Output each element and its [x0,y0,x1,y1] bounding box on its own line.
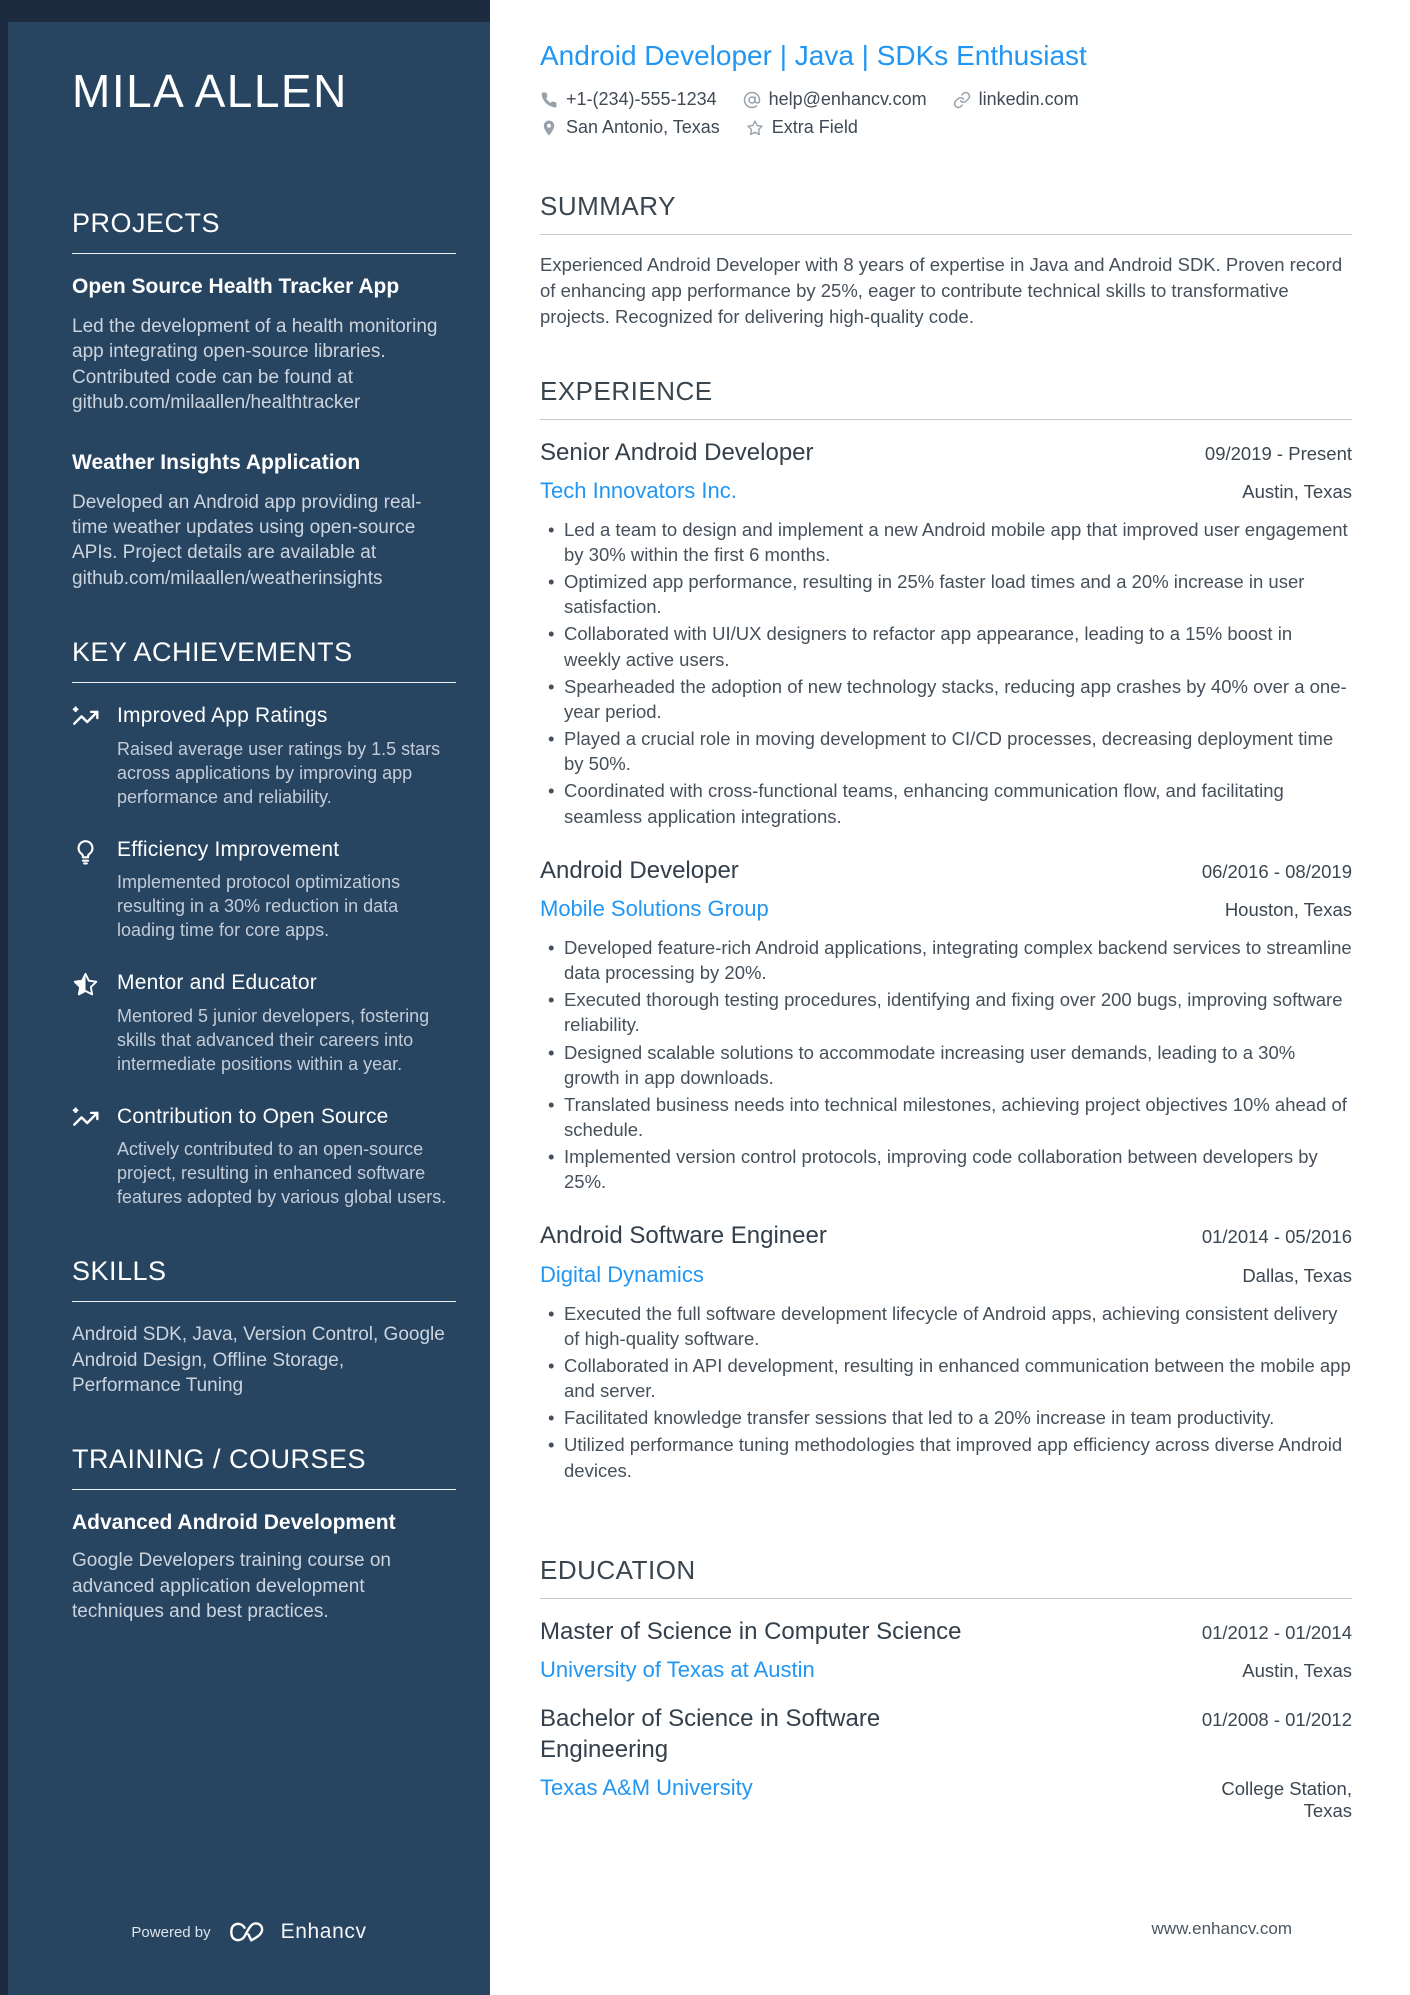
link-icon [953,91,971,109]
bullet-item: • Spearheaded the adoption of new technology stacks, reducing app crashes by 40% over a one-year period. [564,674,1352,724]
skills-list: Android SDK, Java, Version Control, Google Android Design, Offline Storage, Performance Tuning [72,1324,445,1396]
training-heading: TRAINING / COURSES [72,1444,456,1490]
job-title: Android Software Engineer [540,1222,827,1250]
bullet-item: • Led a team to design and implement a new Android mobile app that improved user engagement by 30% within the first 6 months. [564,517,1352,567]
school-location: College Station, Texas [1221,1778,1352,1822]
summary-heading: SUMMARY [540,191,1352,235]
job-title: Android Developer [540,856,739,884]
course-description: Google Developers training course on advanced application development techniques and best practices. [72,1550,391,1623]
at-icon [743,91,761,109]
achievement-title: Mentor and Educator [117,971,317,995]
location-pin-icon [540,119,558,137]
achievement-item [72,1104,456,1210]
degree-head [540,1616,1352,1647]
star-icon [746,119,764,137]
job-location: Dallas, Texas [1242,1264,1352,1286]
email-address: help@enhancv.com [768,89,927,109]
achievement-description: Raised average user ratings by 1.5 stars across applications by improving app performance and reliability. [117,738,441,807]
achievement-text [117,837,456,943]
location-contact [540,117,720,138]
bullet-item: • Collaborated with UI/UX designers to refactor app appearance, leading to a 15% boost in weekly active users. [564,621,1352,671]
job-bullets [540,1301,1352,1483]
achievement-text [117,703,456,809]
sidebar-content [8,22,490,1671]
achievement-title: Efficiency Improvement [117,837,340,861]
bullet-item: • Translated business needs into technical milestones, achieving project objectives 10% ahead of schedule. [564,1092,1352,1142]
trending-arrow-icon [72,1105,99,1132]
degree-entry [540,1616,1352,1683]
job-location: Austin, Texas [1242,480,1352,502]
contact-row [540,117,1352,138]
sidebar-footer [8,1919,490,1995]
job-subhead [540,1262,1352,1288]
job-bullets [540,517,1352,829]
bullet-item: • Played a crucial role in moving development to CI/CD processes, decreasing deployment time by 50%. [564,726,1352,776]
projects-section [72,208,456,591]
phone-number: +1-(234)-555-1234 [566,89,717,109]
linkedin-contact[interactable] [953,89,1079,110]
degree-dates: 01/2008 - 01/2012 [1201,1708,1352,1730]
job-dates: 01/2014 - 05/2016 [1201,1226,1352,1248]
project-description: Developed an Android app providing real-time weather updates using open-source APIs. Project details are available at github.com/milaallen/weatherinsights [72,491,422,589]
achievements-heading: KEY ACHIEVEMENTS [72,637,456,683]
achievements-section [72,637,456,1210]
extra-field-contact [746,117,858,138]
experience-section [540,376,1352,1509]
linkedin-url: linkedin.com [978,89,1079,109]
job-bullets [540,935,1352,1195]
job-head [540,855,1352,886]
achievement-description: Implemented protocol optimizations resulting in a 30% reduction in data loading time for core apps. [117,872,401,941]
achievement-item [72,703,456,809]
job-dates: 06/2016 - 08/2019 [1201,860,1352,882]
email-contact [743,89,927,110]
enhancv-logo-icon[interactable] [225,1919,267,1945]
job-subhead [540,478,1352,504]
main-column [490,0,1410,1995]
degree-subhead [540,1775,1352,1822]
location-text: San Antonio, Texas [566,117,720,137]
degree-head [540,1703,1352,1765]
website-url[interactable]: www.enhancv.com [1151,1919,1292,1938]
company-name: Digital Dynamics [540,1261,704,1287]
sidebar [8,0,490,1995]
achievement-description: Mentored 5 junior developers, fostering skills that advanced their careers into intermediate positions within a year. [117,1005,430,1074]
job-head [540,437,1352,468]
training-section [72,1444,456,1624]
bullet-item: • Facilitated knowledge transfer sessions that led to a 20% increase in team productivity. [564,1405,1352,1430]
achievement-text [117,1104,456,1210]
experience-heading: EXPERIENCE [540,376,1352,420]
achievement-title: Improved App Ratings [117,704,328,728]
education-section [540,1555,1352,1823]
project-title: Open Source Health Tracker App [72,275,400,298]
job-entry [540,437,1352,829]
degree-title: Bachelor of Science in Software Engineering [540,1704,881,1764]
skills-section [72,1256,456,1398]
bullet-item: • Coordinated with cross-functional teams, enhancing communication flow, and facilitating seamless application integrations. [564,778,1352,828]
summary-text: Experienced Android Developer with 8 years of expertise in Java and Android SDK. Proven record of enhancing app performance by 25%, eager to contribute technical skills to transformative projects. Recognized for delivering high-quality code. [540,254,1343,327]
projects-heading: PROJECTS [72,208,456,254]
powered-by-label: Powered by [131,1923,211,1941]
bullet-item: • Optimized app performance, resulting in 25% faster load times and a 20% increase in user satisfaction. [564,569,1352,619]
job-entry [540,1220,1352,1482]
bullet-item: • Utilized performance tuning methodologies that improved app efficiency across diverse Android devices. [564,1432,1352,1482]
course-title: Advanced Android Development [72,1511,396,1535]
job-subhead [540,896,1352,922]
bullet-item: • Designed scalable solutions to accommodate increasing user demands, leading to a 30% growth in app downloads. [564,1040,1352,1090]
phone-contact [540,89,717,110]
bullet-item: • Executed thorough testing procedures, identifying and fixing over 200 bugs, improving software reliability. [564,987,1352,1037]
candidate-name: MILA ALLEN [72,65,348,117]
degree-entry [540,1703,1352,1822]
lightbulb-icon [72,838,99,865]
achievement-description: Actively contributed to an open-source project, resulting in enhanced software features adopted by various global users. [117,1139,447,1208]
company-name: Mobile Solutions Group [540,895,769,921]
half-star-icon [72,971,99,998]
trending-arrow-icon [72,704,99,731]
job-location: Houston, Texas [1224,898,1352,920]
job-dates: 09/2019 - Present [1204,442,1352,464]
project-description: Led the development of a health monitoring app integrating open-source libraries. Contributed code can be found at github.com/milaallen/healthtracker [72,315,438,414]
job-head [540,1220,1352,1251]
extra-field-text: Extra Field [771,117,858,137]
job-entry [540,855,1352,1195]
course-item [72,1510,456,1624]
skills-heading: SKILLS [72,1256,456,1302]
bullet-item: • Collaborated in API development, resulting in enhanced communication between the mobile app and server. [564,1353,1352,1403]
achievement-item [72,970,456,1076]
school-name: Texas A&M University [540,1775,753,1801]
education-heading: EDUCATION [540,1555,1352,1599]
project-title: Weather Insights Application [72,450,361,474]
achievement-item [72,837,456,943]
phone-icon [540,91,558,109]
headline: Android Developer | Java | SDKs Enthusiast [540,40,1087,71]
contact-row [540,89,1352,110]
enhancv-wordmark[interactable]: Enhancv [280,1920,367,1943]
job-title: Senior Android Developer [540,438,814,466]
project-item [72,274,456,416]
resume-header [540,40,1352,145]
project-item [72,450,456,592]
bullet-item: • Executed the full software development lifecycle of Android apps, achieving consistent delivery of high-quality software. [564,1301,1352,1351]
school-name: University of Texas at Austin [540,1656,815,1682]
sidebar-top-accent-bar [8,0,490,22]
company-name: Tech Innovators Inc. [540,477,737,503]
degree-subhead [540,1657,1352,1683]
achievement-title: Contribution to Open Source [117,1104,389,1128]
summary-section [540,191,1352,330]
degree-title: Master of Science in Computer Science [540,1617,962,1645]
bullet-item: • Developed feature-rich Android applications, integrating complex backend services to streamline data processing by 20%. [564,935,1352,985]
bullet-item: • Implemented version control protocols, improving code collaboration between developers by 25%. [564,1144,1352,1194]
degree-dates: 01/2012 - 01/2014 [1201,1621,1352,1643]
school-location: Austin, Texas [1242,1659,1352,1681]
achievement-text [117,970,456,1076]
